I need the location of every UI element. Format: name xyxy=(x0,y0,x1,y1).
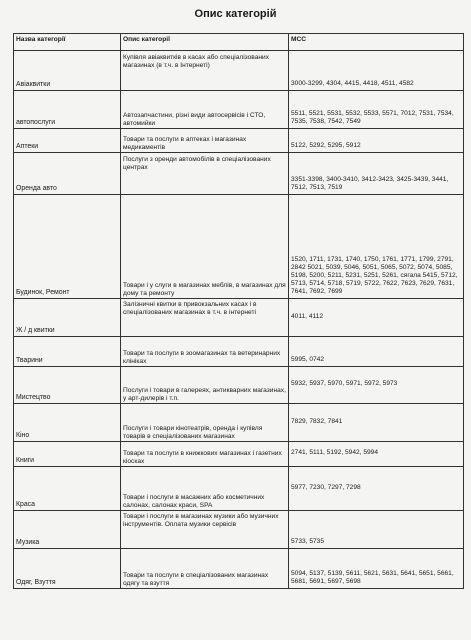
category-name: Краса xyxy=(14,467,121,511)
table-row xyxy=(14,467,464,511)
header-category-description: Опис категорії xyxy=(121,34,289,51)
category-name: Оренда авто xyxy=(14,153,121,195)
category-description: Послуги і товари в галереях, антикварних магазинах, у арт-дилерів і т.п. xyxy=(121,367,289,404)
table-row xyxy=(14,299,464,337)
category-mcc: 5094, 5137, 5139, 5611, 5621, 5631, 5641, 5651, 5661, 5681, 5691, 5697, 5698 xyxy=(289,549,464,589)
category-mcc: 2741, 5111, 5192, 5942, 5994 xyxy=(289,442,464,467)
category-mcc: 3351-3398, 3400-3410, 3412-3423, 3425-3439, 3441, 7512, 7513, 7519 xyxy=(289,153,464,195)
table-row xyxy=(14,129,464,153)
category-mcc: 3000-3299, 4304, 4415, 4418, 4511, 4582 xyxy=(289,51,464,91)
category-mcc: 5733, 5735 xyxy=(289,511,464,549)
category-description: Товари і у слуги в магазинах меблів, в магазинах для дому та ремонту xyxy=(121,195,289,299)
category-name: Мистецтво xyxy=(14,367,121,404)
category-description: Товари та послуги в зоомагазинах та ветеринарних клініках xyxy=(121,337,289,367)
table-row xyxy=(14,91,464,129)
category-mcc: 4011, 4112 xyxy=(289,299,464,337)
category-description: Товари і послуги в магазинах музики або музичних інструментів. Оплата музики сервісів xyxy=(121,511,289,549)
category-name: Музика xyxy=(14,511,121,549)
category-mcc: 5122, 5292, 5295, 5912 xyxy=(289,129,464,153)
category-name: Ж / д квитки xyxy=(14,299,121,337)
document-title: Опис категорій xyxy=(194,8,277,20)
table-row xyxy=(14,153,464,195)
category-description: Товари та послуги в спеціалізованих магазинах одягу та взуття xyxy=(121,549,289,589)
table-header-row xyxy=(14,34,464,51)
table-row xyxy=(14,404,464,442)
table-row xyxy=(14,195,464,299)
categories-table xyxy=(13,33,464,589)
category-mcc: 5511, 5521, 5531, 5532, 5533, 5571, 7012, 7531, 7534, 7535, 7538, 7542, 7549 xyxy=(289,91,464,129)
category-mcc: 5995, 0742 xyxy=(289,337,464,367)
header-mcc: МСС xyxy=(289,34,464,51)
category-mcc: 5977, 7230, 7297, 7298 xyxy=(289,467,464,511)
category-description: Купівля авіаквитків в касах або спеціалізованих магазинах (в т.ч. в Інтернеті) xyxy=(121,51,289,91)
category-description: Товари і послуги в масажних або косметичних салонах, салонах краси, SPA xyxy=(121,467,289,511)
table-row xyxy=(14,337,464,367)
category-name: Будинок, Ремонт xyxy=(14,195,121,299)
category-description: Товари та послуги в книжкових магазинах і газетних кіосках xyxy=(121,442,289,467)
category-description: Залізничні квитки в привокзальних касах і в спеціалізованих магазинах в т.ч. в інтернеті xyxy=(121,299,289,337)
category-description: Автозапчастини, різні види автосервісів і СТО, автомийки xyxy=(121,91,289,129)
category-name: Аптеки xyxy=(14,129,121,153)
table-row xyxy=(14,511,464,549)
category-description: Послуги з оренди автомобілів в спеціалізованих центрах xyxy=(121,153,289,195)
category-name: автопослуги xyxy=(14,91,121,129)
category-mcc: 1520, 1711, 1731, 1740, 1750, 1761, 1771, 1799, 2791, 2842 5021, 5039, 5046, 5051, 5065, 5072, 5074, 5085, 5198, 5200, 5211, 5231, 5251, 5261, сягала 5415, 5712, 5713, 5714, 5718, 5719, 5722, 7622, 7623, 7629, 7631, 7641, 7692, 7699 xyxy=(289,195,464,299)
table-row xyxy=(14,442,464,467)
table-row xyxy=(14,51,464,91)
category-name: Одяг, Взуття xyxy=(14,549,121,589)
table-row xyxy=(14,549,464,589)
category-mcc: 5932, 5937, 5970, 5971, 5972, 5973 xyxy=(289,367,464,404)
category-description: Товари та послуги в аптеках і магазинах медикаментів xyxy=(121,129,289,153)
category-mcc: 7829, 7832, 7841 xyxy=(289,404,464,442)
table-row xyxy=(14,367,464,404)
category-name: Книги xyxy=(14,442,121,467)
category-name: Авіаквитки xyxy=(14,51,121,91)
header-category-name: Назва категорії xyxy=(14,34,121,51)
category-name: Тварини xyxy=(14,337,121,367)
category-description: Послуги і товари кінотеатрів, оренда і купівля товарів в спеціалізованих магазинах xyxy=(121,404,289,442)
category-name: Кіно xyxy=(14,404,121,442)
